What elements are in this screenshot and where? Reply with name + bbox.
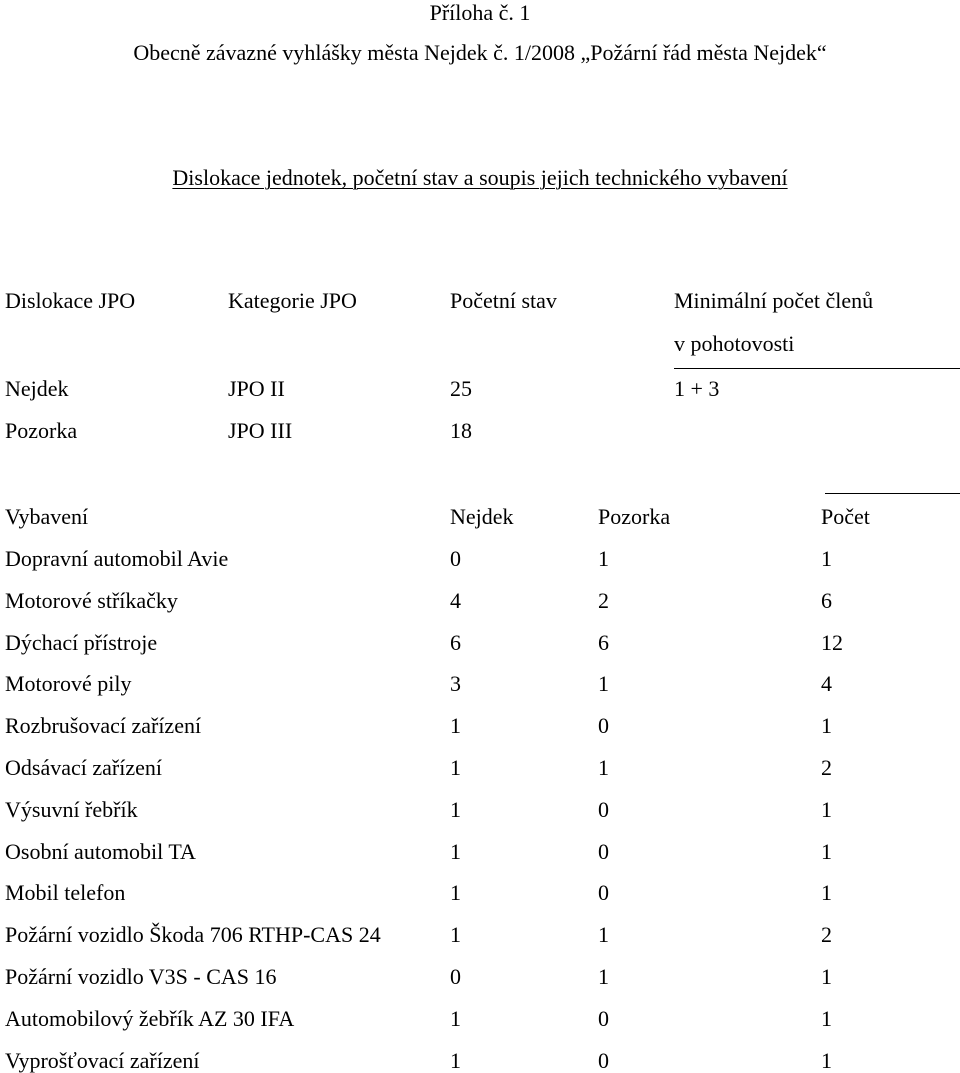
row-item: Vyprošťovací zařízení: [5, 1048, 200, 1073]
row-item: Požární vozidlo V3S - CAS 16: [5, 964, 277, 989]
row-item: Osobní automobil TA: [5, 839, 196, 864]
row-pozorka: 6: [598, 630, 609, 655]
row-total: 1: [821, 839, 832, 864]
row-location: Nejdek: [5, 376, 69, 401]
row-pozorka: 1: [598, 964, 609, 989]
header-total: Počet: [821, 504, 870, 529]
row-location: Pozorka: [5, 418, 78, 443]
section-title: Dislokace jednotek, početní stav a soupis jejich technického vybavení: [172, 165, 788, 190]
decree-title: Obecně závazné vyhlášky města Nejdek č. 1/2008 „Požární řád města Nejdek“: [133, 40, 827, 65]
row-nejdek: 0: [450, 964, 461, 989]
row-nejdek: 1: [450, 922, 461, 947]
row-item: Výsuvní řebřík: [5, 797, 138, 822]
row-item: Rozbrušovací zařízení: [5, 713, 202, 738]
row-total: 1: [821, 1006, 832, 1031]
row-total: 1: [821, 964, 832, 989]
row-nejdek: 1: [450, 880, 461, 905]
row-pozorka: 0: [598, 839, 609, 864]
row-nejdek: 1: [450, 1006, 461, 1031]
row-total: 1: [821, 797, 832, 822]
header-location: Dislokace JPO: [5, 288, 136, 313]
header-min-members-continued: v pohotovosti: [674, 331, 795, 356]
row-total: 6: [821, 588, 832, 613]
row-item: Požární vozidlo Škoda 706 RTHP-CAS 24: [5, 922, 381, 947]
row-nejdek: 6: [450, 630, 461, 655]
header-category: Kategorie JPO: [228, 288, 357, 313]
row-pozorka: 0: [598, 1006, 609, 1031]
row-item: Automobilový žebřík AZ 30 IFA: [5, 1006, 295, 1031]
row-pozorka: 2: [598, 588, 609, 613]
row-item: Odsávací zařízení: [5, 755, 162, 780]
header-pozorka: Pozorka: [598, 504, 671, 529]
annex-label: Příloha č. 1: [429, 0, 531, 25]
row-pozorka: 0: [598, 1048, 609, 1073]
row-item: Mobil telefon: [5, 880, 126, 905]
row-pozorka: 1: [598, 671, 609, 696]
row-nejdek: 1: [450, 755, 461, 780]
row-min-members: 1 + 3: [674, 376, 720, 401]
header-item: Vybavení: [5, 504, 89, 529]
row-total: 2: [821, 922, 832, 947]
min-members-rule: [674, 368, 960, 369]
total-column-rule: [825, 493, 960, 494]
row-pozorka: 0: [598, 713, 609, 738]
row-nejdek: 3: [450, 671, 461, 696]
row-nejdek: 0: [450, 546, 461, 571]
row-total: 1: [821, 880, 832, 905]
header-min-members: Minimální počet členů: [674, 288, 874, 313]
row-item: Dýchací přístroje: [5, 630, 158, 655]
row-nejdek: 1: [450, 1048, 461, 1073]
header-nejdek: Nejdek: [450, 504, 514, 529]
row-total: 1: [821, 546, 832, 571]
row-nejdek: 1: [450, 713, 461, 738]
row-count: 18: [450, 418, 472, 443]
row-total: 1: [821, 1048, 832, 1073]
row-nejdek: 1: [450, 839, 461, 864]
row-pozorka: 1: [598, 546, 609, 571]
row-pozorka: 0: [598, 797, 609, 822]
row-item: Motorové pily: [5, 671, 132, 696]
row-total: 1: [821, 713, 832, 738]
row-nejdek: 4: [450, 588, 461, 613]
row-total: 12: [821, 630, 843, 655]
row-category: JPO II: [228, 376, 285, 401]
row-pozorka: 1: [598, 922, 609, 947]
row-category: JPO III: [228, 418, 293, 443]
row-item: Dopravní automobil Avie: [5, 546, 229, 571]
row-pozorka: 0: [598, 880, 609, 905]
row-item: Motorové stříkačky: [5, 588, 178, 613]
row-total: 2: [821, 755, 832, 780]
row-total: 4: [821, 671, 832, 696]
row-count: 25: [450, 376, 472, 401]
header-count: Početní stav: [450, 288, 557, 313]
row-pozorka: 1: [598, 755, 609, 780]
row-nejdek: 1: [450, 797, 461, 822]
